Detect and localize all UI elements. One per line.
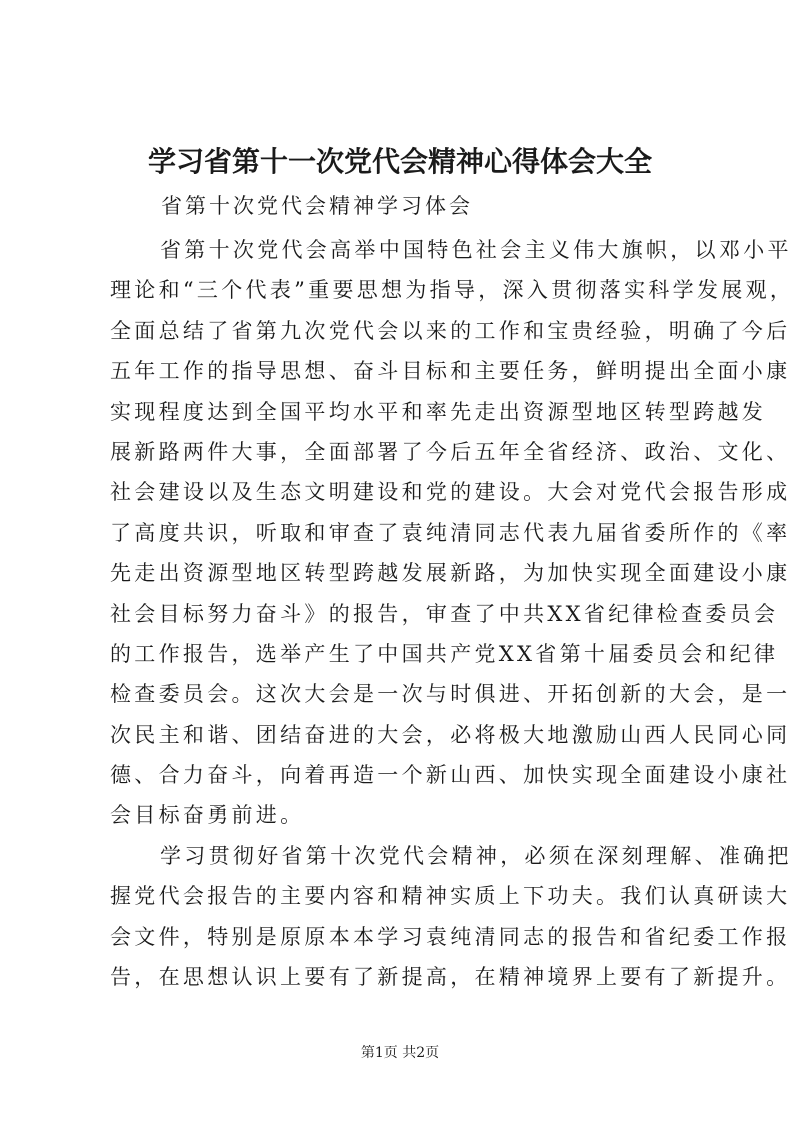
text-line: 了高度共识，听取和审查了袁纯清同志代表九届省委所作的《率	[110, 520, 791, 545]
text-line: 省第十次党代会高举中国特色社会主义伟大旗帜，以邓小平	[160, 238, 792, 262]
text-line: 握党代会报告的主要内容和精神实质上下功夫。我们认真研读大	[110, 884, 791, 909]
text-line: 实现程度达到全国平均水平和率先走出资源型地区转型跨越发	[110, 399, 767, 424]
document-body	[110, 230, 795, 997]
text-line: 先走出资源型地区转型跨越发展新路，为加快实现全面建设小康	[110, 561, 791, 586]
text-line: 告，在思想认识上要有了新提高，在精神境界上要有了新提升。	[110, 965, 791, 990]
text-line: 的工作报告，选举产生了中国共产党XX省第十届委员会和纪律	[110, 641, 779, 666]
paragraph	[110, 230, 795, 836]
text-line: 检查委员会。这次大会是一次与时俱进、开拓创新的大会，是一	[110, 682, 791, 707]
text-line: 理论和“三个代表”重要思想为指导，深入贯彻落实科学发展观，	[110, 278, 795, 303]
text-line: 五年工作的指导思想、奋斗目标和主要任务，鲜明提出全面小康	[110, 359, 791, 384]
document-subtitle: 省第十次党代会精神学习体会	[161, 194, 473, 218]
text-line: 会目标奋勇前进。	[110, 803, 305, 828]
text-line: 展新路两件大事，全面部署了今后五年全省经济、政治、文化、	[110, 439, 791, 464]
document-title: 学习省第十一次党代会精神心得体会大全	[147, 145, 652, 178]
page-footer: 第1页 共2页	[360, 1045, 440, 1061]
text-line: 全面总结了省第九次党代会以来的工作和宝贵经验，明确了今后	[110, 318, 791, 343]
text-line: 德、合力奋斗，向着再造一个新山西、加快实现全面建设小康社	[110, 763, 791, 788]
text-line: 社会建设以及生态文明建设和党的建设。大会对党代会报告形成	[110, 480, 791, 505]
text-line: 学习贯彻好省第十次党代会精神，必须在深刻理解、准确把	[160, 843, 792, 868]
paragraph	[110, 836, 792, 998]
text-line: 社会目标努力奋斗》的报告，审查了中共XX省纪律检查委员会	[110, 601, 779, 626]
text-line: 会文件，特别是原原本本学习袁纯清同志的报告和省纪委工作报	[110, 924, 791, 949]
text-line: 次民主和谐、团结奋进的大会，必将极大地激励山西人民同心同	[110, 722, 791, 747]
